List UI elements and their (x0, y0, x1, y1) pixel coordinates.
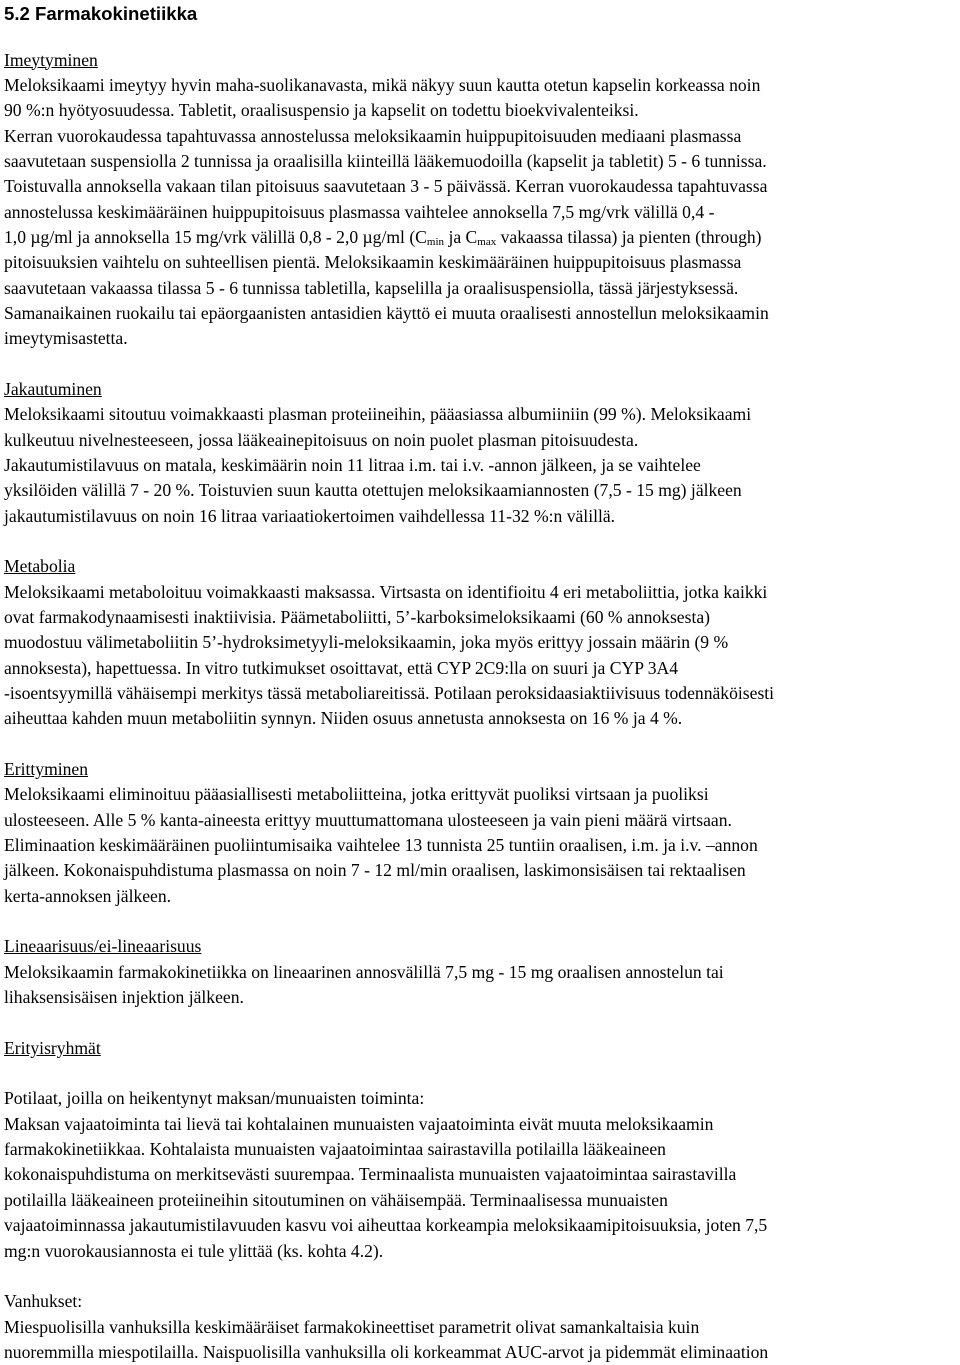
text-line: ovat farmakodynaamisesti inaktiivisia. Päämetaboliitti, 5’-karboksimeloksikaami (60 % annoksesta) (4, 607, 711, 628)
text-line: mg:n vuorokausiannosta ei tule ylittää (ks. kohta 4.2). (4, 1240, 384, 1261)
text-line: saavutetaan suspensiolla 2 tunnissa ja oraalisilla kiinteillä lääkemuodoilla (kapselit ja tabletit) 5 - 6 tunnissa. (4, 150, 767, 171)
text-line: vajaatoiminnassa jakautumistilavuuden kasvu voi aiheuttaa korkeampia meloksikaamipitoisuuksia, joten 7,5 (4, 1215, 768, 1236)
text-fragment: ja C (444, 227, 478, 247)
section-jakautuminen (4, 377, 956, 529)
text-line: 90 %:n hyötyosuudessa. Tabletit, oraalisuspensio ja kapselit on todettu bioekvivalenteiksi. (4, 100, 639, 121)
text-fragment: 1,0 µg/ml ja annoksella 15 mg/vrk välillä 0,8 - 2,0 µg/ml (C (4, 227, 427, 247)
subscript-min: min (426, 236, 445, 248)
text-line: annostelussa keskimääräinen huippupitoisuus plasmassa vaihtelee annoksella 7,5 mg/vrk välillä 0,4 - (4, 201, 715, 222)
text-line: farmakokinetiikkaa. Kohtalaista munuaisten vajaatoimintaa sairastavilla potilailla lääkeaineen (4, 1139, 666, 1160)
text-line: lihaksensisäisen injektion jälkeen. (4, 987, 244, 1008)
section-title-erityisryhmat: Erityisryhmät (4, 1037, 101, 1058)
section-title-imeytyminen: Imeytyminen (4, 49, 98, 70)
section-title-metabolia: Metabolia (4, 556, 76, 577)
document-page (4, 0, 956, 1365)
text-line: ulosteeseen. Alle 5 % kanta-aineesta erittyy muuttumattomana ulosteeseen ja vain pieni määrä virtsaan. (4, 809, 732, 830)
text-line-content: Meloksikaami imeytyy hyvin maha-suolikanavasta, mikä näkyy suun kautta otetun kapselin korkeassa noin (4, 74, 761, 95)
text-line: kulkeutuu nivelnesteeseen, jossa lääkeainepitoisuus on noin puolet plasman pitoisuudesta. (4, 429, 639, 450)
section-title-lineaarisuus: Lineaarisuus/ei-lineaarisuus (4, 936, 202, 957)
subsection-title-vanhukset: Vanhukset: (4, 1291, 83, 1312)
text-line: Meloksikaami metaboloituu voimakkaasti maksassa. Virtsasta on identifioitu 4 eri metaboliittia, jotka kaikki (4, 581, 768, 602)
text-line: Kerran vuorokaudessa tapahtuvassa annostelussa meloksikaamin huippupitoisuuden mediaani plasmassa (4, 125, 742, 146)
section-erittyminen (4, 757, 956, 909)
page-heading: 5.2 Farmakokinetiikka (4, 3, 198, 24)
section-lineaarisuus (4, 934, 956, 1010)
text-line: yksilöiden välillä 7 - 20 %. Toistuvien suun kautta otettujen meloksikaamiannosten (7,5 - 15 mg) jälkeen (4, 480, 742, 501)
text-line: kokonaispuhdistuma on merkitsevästi suurempaa. Terminaalista munuaisten vajaatoimintaa sairastavilla (4, 1164, 737, 1185)
text-line: Jakautumistilavuus on matala, keskimäärin noin 11 litraa i.m. tai i.v. -annon jälkeen, ja se vaihtelee (4, 455, 701, 476)
text-line (4, 73, 956, 98)
section-title-jakautuminen: Jakautuminen (4, 379, 102, 400)
subsection-title-maksa-munuaiset: Potilaat, joilla on heikentynyt maksan/munuaisten toiminta: (4, 1088, 425, 1109)
text-line: imeytymisastetta. (4, 328, 128, 349)
text-line: -isoentsyymillä vähäisempi merkitys tässä metaboliareitissä. Potilaan peroksidaasiaktiivisuus todennäköisesti (4, 683, 775, 704)
text-line: saavutetaan vakaassa tilassa 5 - 6 tunnissa tabletilla, kapselilla ja oraalisuspensiolla, tässä järjestyksessä. (4, 277, 739, 298)
text-fragment: vakaassa tilassa) ja pienten (through) (496, 227, 762, 247)
subscript-max: max (477, 236, 497, 248)
text-line: aiheuttaa kahden muun metaboliitin synnyn. Niiden osuus annetusta annoksesta on 16 % ja 4 %. (4, 708, 683, 729)
text-line: kerta-annoksen jälkeen. (4, 885, 172, 906)
text-line: Miespuolisilla vanhuksilla keskimääräiset farmakokineettiset parametrit olivat samankaltaisia kuin (4, 1316, 700, 1337)
section-metabolia (4, 554, 956, 731)
text-line: Samanaikainen ruokailu tai epäorgaanisten antasidien käyttö ei muuta oraalisesti annostellun meloksikaamin (4, 303, 769, 324)
text-line: Meloksikaamin farmakokinetiikka on lineaarinen annosvälillä 7,5 mg - 15 mg oraalisen annostelun tai (4, 961, 724, 982)
text-line: potilailla lääkeaineen proteiineihin sitoutuminen on vähäisempää. Terminaalisessa munuaisten (4, 1189, 668, 1210)
text-line: Toistuvalla annoksella vakaan tilan pitoisuus saavutetaan 3 - 5 päivässä. Kerran vuorokaudessa tapahtuvassa (4, 176, 768, 197)
text-line: Meloksikaami sitoutuu voimakkaasti plasman proteiineihin, pääasiassa albumiiniin (99 %). Meloksikaami (4, 404, 752, 425)
section-erityisryhmat (4, 1036, 956, 1365)
text-line: jakautumistilavuus on noin 16 litraa variaatiokertoimen vaihdellessa 11-32 %:n välillä. (4, 505, 616, 526)
text-line: muodostuu välimetaboliitin 5’-hydroksimetyyli-meloksikaamin, joka myös erittyy jossain määrin (9 % (4, 632, 729, 653)
spacer (4, 1264, 956, 1289)
section-imeytyminen (4, 48, 956, 352)
text-line: pitoisuuksien vaihtelu on suhteellisen pientä. Meloksikaamin keskimääräinen huippupitoisuus plasmassa (4, 252, 742, 273)
text-line: jälkeen. Kokonaispuhdistuma plasmassa on noin 7 - 12 ml/min oraalisen, laskimonsisäisen tai rektaalisen (4, 860, 746, 881)
spacer (4, 1061, 956, 1086)
text-line: annoksesta), hapettuessa. In vitro tutkimukset osoittavat, että CYP 2C9:lla on suuri ja CYP 3A4 (4, 657, 679, 678)
text-line: Eliminaation keskimääräinen puoliintumisaika vaihtelee 13 tunnista 25 tuntiin oraalisen, i.m. ja i.v. –annon (4, 835, 758, 856)
text-line: Maksan vajaatoiminta tai lievä tai kohtalainen munuaisten vajaatoiminta eivät muuta meloksikaamin (4, 1113, 714, 1134)
text-line-cmin-cmax (4, 225, 956, 250)
text-line: nuoremmilla miespotilailla. Naispuolisilla vanhuksilla oli korkeammat AUC-arvot ja pidemmät eliminaation (4, 1341, 769, 1362)
text-line: Meloksikaami eliminoituu pääasiallisesti metaboliitteina, jotka erittyvät puoliksi virtsaan ja puoliksi (4, 784, 709, 805)
section-title-erittyminen: Erittyminen (4, 759, 89, 780)
